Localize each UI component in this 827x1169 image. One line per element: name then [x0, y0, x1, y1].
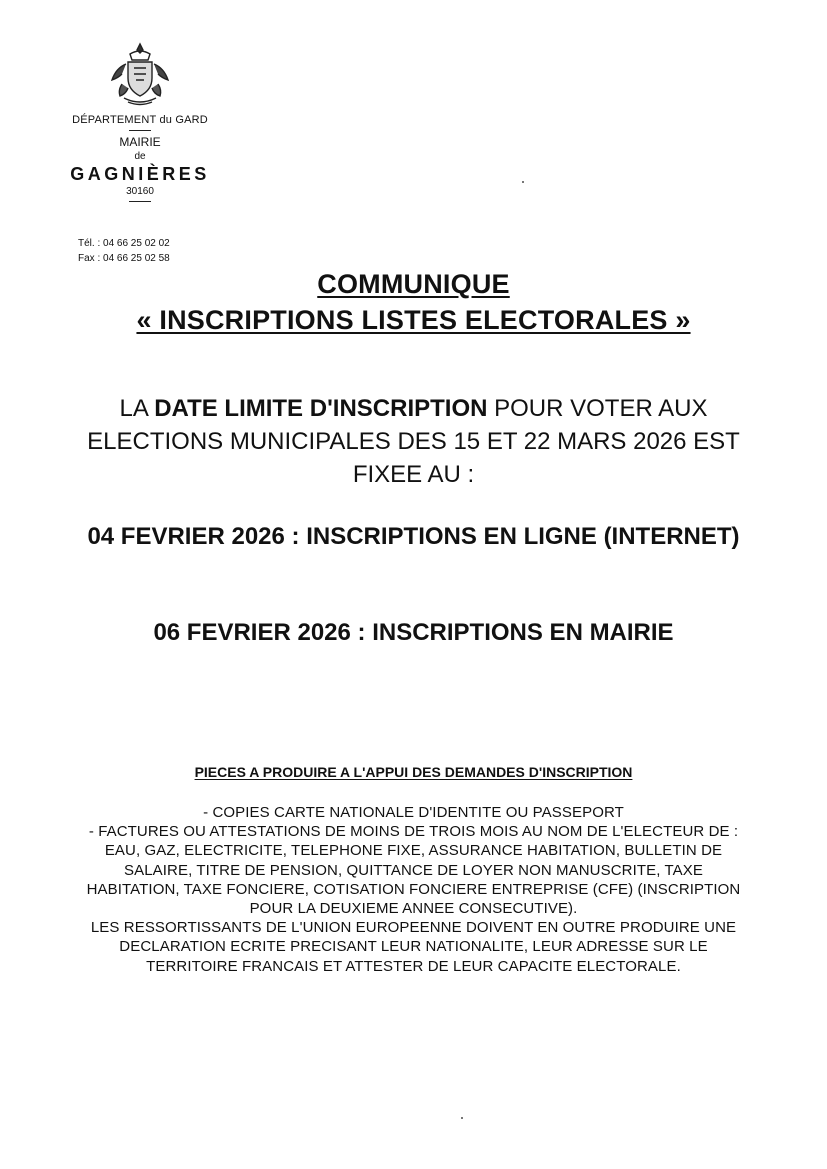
- phone-number: Tél. : 04 66 25 02 02: [78, 238, 170, 249]
- title-line-2: « INSCRIPTIONS LISTES ELECTORALES »: [136, 305, 691, 335]
- letterhead: [40, 40, 240, 206]
- deadline-prefix: LA: [119, 395, 155, 422]
- contact-info: [78, 236, 170, 266]
- online-deadline: 04 FEVRIER 2026 : INSCRIPTIONS EN LIGNE (INTERNET): [87, 523, 740, 550]
- fax-number: Fax : 04 66 25 02 58: [78, 253, 170, 264]
- department-label: DÉPARTEMENT du GARD: [72, 114, 208, 126]
- title-line-1: COMMUNIQUE: [317, 269, 510, 299]
- deadline-rest: POUR VOTER AUX ELECTIONS MUNICIPALES DES 15 ET 22 MARS 2026 EST FIXEE AU :: [87, 395, 740, 488]
- de-label: de: [134, 151, 146, 162]
- pieces-list: [80, 803, 747, 976]
- town-name: GAGNIÈRES: [70, 164, 210, 184]
- mairie-deadline: 06 FEVRIER 2026 : INSCRIPTIONS EN MAIRIE: [153, 619, 674, 646]
- coat-of-arms-icon: [104, 40, 176, 112]
- communique-title: [0, 266, 827, 338]
- postal-code: 30160: [126, 186, 154, 197]
- divider: [129, 201, 151, 202]
- piece-item-eu-citizens: LES RESSORTISSANTS DE L'UNION EUROPEENNE DOIVENT EN OUTRE PRODUIRE UNE DECLARATION ECRITE PRECISANT LEUR NATIONALITE, LEUR ADRESSE SUR LE TERRITOIRE FRANCAIS ET ATTESTER DE LEUR CAPACITE ELECTORALE.: [90, 919, 737, 975]
- divider: [129, 130, 151, 131]
- piece-item-proof-of-address: - FACTURES OU ATTESTATIONS DE MOINS DE TROIS MOIS AU NOM DE L'ELECTEUR DE : EAU, GAZ, ELECTRICITE, TELEPHONE FIXE, ASSURANCE HABITATION, BULLETIN DE SALAIRE, TITRE DE PENSION, QUITTANCE DE LOYER NON MANUSCRITE, TAXE HABITATION, TAXE FONCIERE, COTISATION FONCIERE ENTREPRISE (CFE) (INSCRIPTION POUR LA DEUXIEME ANNEE CONSECUTIVE).: [86, 823, 741, 918]
- deadline-bold: DATE LIMITE D'INSCRIPTION: [154, 395, 488, 422]
- mairie-label: MAIRIE: [119, 135, 161, 149]
- scan-speck: [522, 181, 524, 183]
- scan-speck: [461, 1117, 463, 1119]
- pieces-heading: PIECES A PRODUIRE A L'APPUI DES DEMANDES D'INSCRIPTION: [194, 764, 633, 780]
- deadline-paragraph: [60, 392, 767, 491]
- piece-item-identity: - COPIES CARTE NATIONALE D'IDENTITE OU PASSEPORT: [203, 804, 624, 821]
